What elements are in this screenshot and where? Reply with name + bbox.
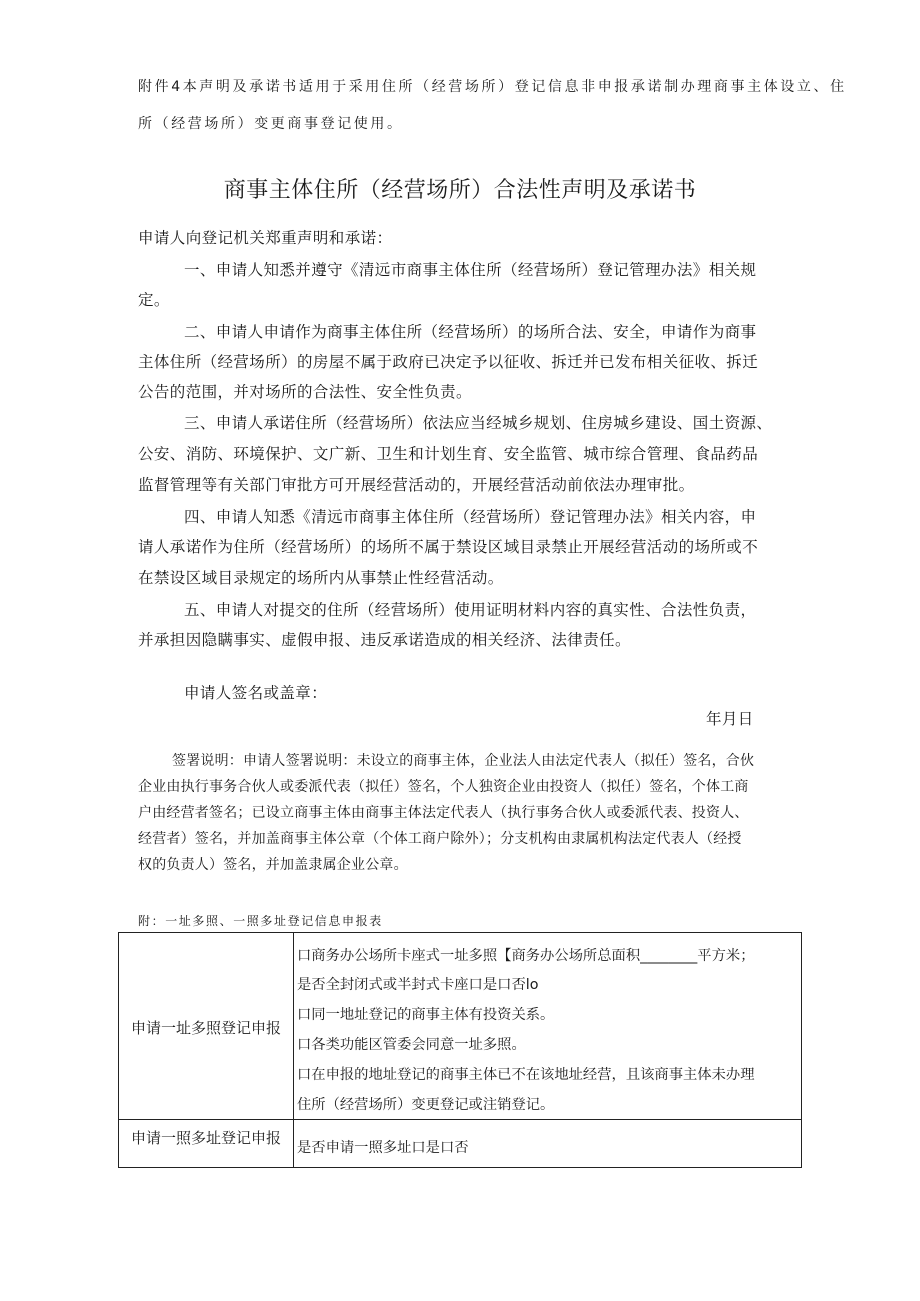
row1-line-2: 是否全封闭式或半封式卡座口是口否lo [297, 977, 539, 993]
note-line-4: 经营者）签名，并加盖商事主体公章（个体工商户除外）；分支机构由隶属机构法定代表人（经授 [138, 831, 742, 847]
header-line-1: 附件4本声明及承诺书适用于采用住所（经营场所）登记信息非申报承诺制办理商事主体设立、住 [138, 79, 847, 95]
table-row-divider [119, 1119, 801, 1120]
table-column-divider [293, 933, 294, 1167]
note-line-3: 户由经营者签名；已设立商事主体由商事主体法定代表人（执行事务合伙人或委派代表、投资人、 [138, 805, 749, 821]
row1-line-5: 口在申报的地址登记的商事主体已不在该地址经营，且该商事主体未办理 [297, 1067, 755, 1083]
intro-text: 申请人向登记机关郑重声明和承诺： [138, 229, 393, 247]
note-line-5: 权的负责人）签名，并加盖隶属企业公章。 [138, 857, 408, 873]
row2-label: 申请一照多址登记申报 [130, 1129, 281, 1147]
row1-line-4: 口各类功能区管委会同意一址多照。 [297, 1037, 526, 1053]
clause-3-line-1: 三、申请人承诺住所（经营场所）依法应当经城乡规划、住房城乡建设、国土资源、 [184, 414, 773, 432]
signature-label: 申请人签名或盖章： [184, 684, 328, 702]
clause-5-line-2: 并承担因隐瞒事实、虚假申报、违反承诺造成的相关经济、法律责任。 [138, 631, 631, 649]
row1-line-6: 住所（经营场所）变更登记或注销登记。 [297, 1097, 555, 1113]
clause-2-line-2: 主体住所（经营场所）的房屋不属于政府已决定予以征收、拆迁并已发布相关征收、拆迁 [138, 353, 759, 371]
declaration-table [118, 932, 802, 1168]
clause-5-line-1: 五、申请人对提交的住所（经营场所）使用证明材料内容的真实性、合法性负责， [184, 601, 757, 619]
signature-date: 年月日 [706, 710, 754, 728]
clause-4-line-2: 请人承诺作为住所（经营场所）的场所不属于禁设区域目录禁止开展经营活动的场所或不 [138, 538, 759, 556]
clause-2-line-1: 二、申请人申请作为商事主体住所（经营场所）的场所合法、安全，申请作为商事 [184, 323, 757, 341]
page-title: 商事主体住所（经营场所）合法性声明及承诺书 [223, 178, 697, 203]
clause-4-line-3: 在禁设区域目录规定的场所内从事禁止性经营活动。 [138, 569, 504, 587]
clause-3-line-3: 监督管理等有关部门审批方可开展经营活动的，开展经营活动前依法办理审批。 [138, 476, 695, 494]
clause-2-line-3: 公告的范围，并对场所的合法性、安全性负责。 [138, 383, 472, 401]
note-line-2: 企业由执行事务合伙人或委派代表（拟任）签名，个人独资企业由投资人（拟任）签名，个体工商 [138, 779, 749, 795]
row1-label: 申请一址多照登记申报 [130, 1019, 281, 1037]
attachment-title: 附：一址多照、一照多址登记信息申报表 [138, 914, 383, 928]
clause-1-line-2: 定。 [138, 291, 170, 309]
header-line-2: 所（经营场所）变更商事登记使用。 [138, 116, 404, 132]
note-line-1: 签署说明：申请人签署说明：未设立的商事主体，企业法人由法定代表人（拟任）签名，合伙 [172, 753, 755, 769]
clause-4-line-1: 四、申请人知悉《清远市商事主体住所（经营场所）登记管理办法》相关内容，申 [184, 508, 757, 526]
row2-text: 是否申请一照多址口是口否 [297, 1140, 469, 1156]
clause-3-line-2: 公安、消防、环境保护、文广新、卫生和计划生育、安全监管、城市综合管理、食品药品 [138, 445, 759, 463]
row1-line-1: 口商务办公场所卡座式一址多照【商务办公场所总面积________平方米； [297, 948, 755, 964]
row1-line-3: 口同一地址登记的商事主体有投资关系。 [297, 1007, 555, 1023]
clause-1-line-1: 一、申请人知悉并遵守《清远市商事主体住所（经营场所）登记管理办法》相关规 [184, 261, 757, 279]
